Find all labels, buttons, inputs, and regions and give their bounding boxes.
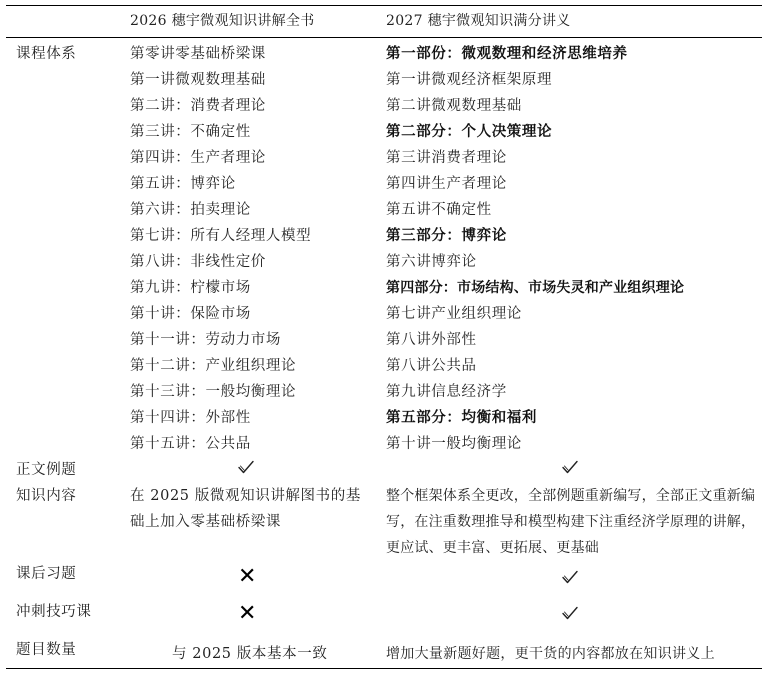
cross-icon: ✕ xyxy=(238,564,257,589)
table-header-rule xyxy=(6,37,762,38)
row-label-sprint: 冲刺技巧课 xyxy=(16,604,92,620)
list-item: 第零讲零基础桥梁课 xyxy=(130,46,266,62)
row-label-examples: 正文例题 xyxy=(16,462,77,478)
list-item: 第九讲信息经济学 xyxy=(386,384,507,400)
list-item: 第三讲消费者理论 xyxy=(386,150,507,166)
list-item: 第十二讲：产业组织理论 xyxy=(130,358,297,374)
check-icon xyxy=(561,569,579,585)
list-item: 第四讲生产者理论 xyxy=(386,176,507,192)
part-heading: 第五部分：均衡和福利 xyxy=(386,409,537,426)
header-2027-edition: 2027 穗宇微观知识满分讲义 xyxy=(386,13,571,29)
list-item: 第十讲：保险市场 xyxy=(130,306,251,322)
check-icon xyxy=(561,605,579,621)
part-heading: 第一部份：微观数理和经济思维培养 xyxy=(386,45,628,62)
list-item: 第八讲外部性 xyxy=(386,332,477,348)
row-label-knowledge: 知识内容 xyxy=(16,488,77,504)
list-item: 第五讲不确定性 xyxy=(386,202,492,218)
list-item: 第四讲：生产者理论 xyxy=(130,150,266,166)
list-item: 第一讲微观数理基础 xyxy=(130,72,266,88)
list-item: 第八讲公共品 xyxy=(386,358,477,374)
table-top-rule xyxy=(6,5,762,6)
list-item: 第二讲：消费者理论 xyxy=(130,98,266,114)
check-icon xyxy=(561,459,579,475)
list-item: 第七讲：所有人经理人模型 xyxy=(130,228,312,244)
part-heading: 第三部分：博弈论 xyxy=(386,227,507,244)
row-label-count: 题目数量 xyxy=(16,642,77,658)
check-icon xyxy=(237,459,255,475)
list-item: 第十四讲：外部性 xyxy=(130,410,251,426)
count-2027-text: 增加大量新题好题，更干货的内容都放在知识讲义上 xyxy=(386,646,715,662)
table-bottom-rule xyxy=(6,668,762,669)
header-2026-edition: 2026 穗宇微观知识讲解全书 xyxy=(130,13,315,29)
list-item: 第十三讲：一般均衡理论 xyxy=(130,384,297,400)
list-item: 第十五讲：公共品 xyxy=(130,436,251,452)
count-2026-text: 与 2025 版本基本一致 xyxy=(172,646,328,662)
list-item: 第一讲微观经济框架原理 xyxy=(386,72,553,88)
list-item: 第六讲：拍卖理论 xyxy=(130,202,251,218)
list-item: 第九讲：柠檬市场 xyxy=(130,280,251,296)
list-item: 第十讲一般均衡理论 xyxy=(386,436,522,452)
row-label-exercises: 课后习题 xyxy=(16,566,77,582)
knowledge-2027-text: 整个框架体系全更改，全部例题重新编写，全部正文重新编写，在注重数理推导和模型构建下注重经济学原理的讲解，更应试、更丰富、更拓展、更基础 xyxy=(386,488,756,556)
list-item: 第十一讲：劳动力市场 xyxy=(130,332,281,348)
cross-icon: ✕ xyxy=(238,601,257,626)
part-heading: 第四部分：市场结构、市场失灵和产业组织理论 xyxy=(386,280,685,296)
list-item: 第七讲产业组织理论 xyxy=(386,306,522,322)
row-label-curriculum: 课程体系 xyxy=(16,46,77,62)
list-item: 第六讲博弈论 xyxy=(386,254,477,270)
part-heading: 第二部分：个人决策理论 xyxy=(386,123,553,140)
list-item: 第八讲：非线性定价 xyxy=(130,254,266,270)
list-item: 第五讲：博弈论 xyxy=(130,176,236,192)
list-item: 第三讲：不确定性 xyxy=(130,124,251,140)
list-item: 第二讲微观数理基础 xyxy=(386,98,522,114)
knowledge-2026-text: 在 2025 版微观知识讲解图书的基础上加入零基础桥梁课 xyxy=(130,488,361,530)
